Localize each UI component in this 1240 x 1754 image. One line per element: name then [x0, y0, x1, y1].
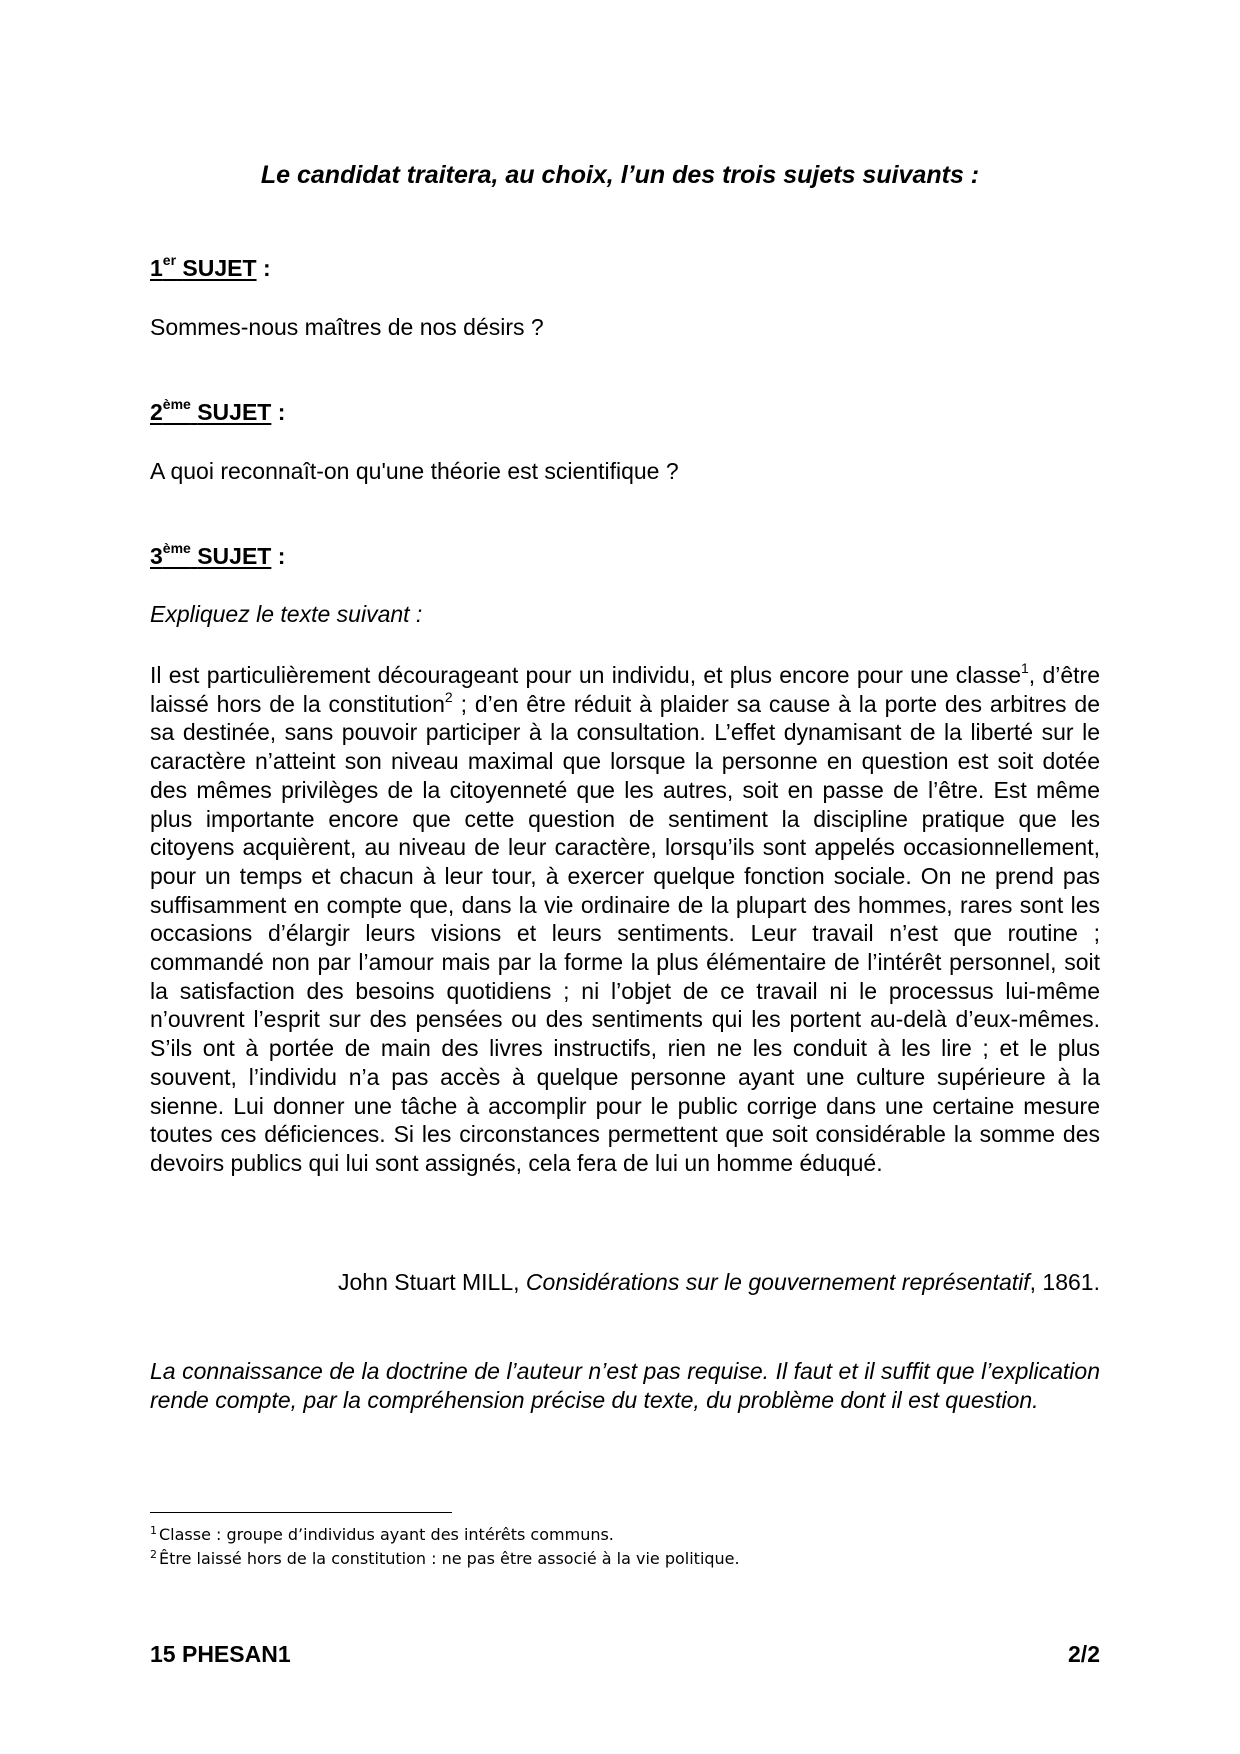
- subject-2-heading: [150, 398, 285, 426]
- subject-3-label: SUJET: [197, 543, 272, 569]
- subject-2-number: 2: [150, 399, 163, 425]
- subject-2-label: SUJET: [197, 399, 272, 425]
- subject-1-label: SUJET: [182, 255, 257, 281]
- excerpt-text: [150, 661, 1100, 1178]
- subject-1-label-group: [150, 252, 257, 281]
- footnote-2-text: Être laissé hors de la constitution : ne pas être associé à la vie politique.: [159, 1549, 740, 1568]
- subject-3-colon: :: [271, 543, 286, 569]
- footnote-1: [150, 1524, 614, 1546]
- footnote-divider: [150, 1512, 452, 1513]
- excerpt-part-3: ; d’en être réduit à plaider sa cause à la porte des arbitres de sa destinée, sans pouvoir participer à la consultation. L’effet dynamisant de la liberté sur le caractère n’atteint son niveau maximal que lorsque la personne en question est soit dotée des mêmes privilèges de la citoyenneté que les autres, soit en passe de l’être. Est même plus importante encore que cette question de sentiment la discipline pratique que les citoyens acquièrent, au niveau de leur caractère, lorsqu’ils sont appelés occasionnellement, pour un temps et chacun à leur tour, à exercer quelque fonction sociale. On ne prend pas suffisamment en compte que, dans la vie ordinaire de la plupart des hommes, rares sont les occasions d’élargir leurs visions et leurs sentiments. Leur travail n’est que routine ; commandé non par l’amour mais par la forme la plus élémentaire de l’intérêt personnel, soit la satisfaction des besoins quotidiens ; ni l’objet de ce travail ni le processus lui-même n’ouvrent l’esprit sur des pensées ou des sentiments qui les portent au-delà d’eux-mêmes. S’ils ont à portée de main des livres instructifs, rien ne les conduit à les lire ; et le plus souvent, l’individu n’a pas accès à quelque personne ayant une culture supérieure à la sienne. Lui donner une tâche à accomplir pour le public corrige dans une certaine mesure toutes ces déficiences. Si les circonstances permettent que soit considérable la somme des devoirs publics qui lui sont assignés, cela fera de lui un homme éduqué.: [150, 690, 1100, 1176]
- footer-page-number: 2/2: [1068, 1641, 1100, 1667]
- instruction-note: La connaissance de la doctrine de l’auteur n’est pas requise. Il faut et il suffit que l’explication rende compte, par la compréhension précise du texte, du problème dont il est question.: [150, 1358, 1100, 1413]
- footnote-ref-2: 2: [444, 688, 453, 705]
- citation-work: Considérations sur le gouvernement représentatif: [525, 1269, 1030, 1295]
- subject-3-suffix: ème: [162, 540, 191, 556]
- excerpt-part-2: , d’être laissé hors de la constitution: [150, 662, 1100, 717]
- citation-author: John Stuart MILL,: [337, 1269, 526, 1295]
- footer-exam-code: 15 PHESAN1: [150, 1641, 291, 1667]
- subject-1-suffix: er: [162, 252, 177, 268]
- subject-2-colon: :: [271, 399, 286, 425]
- subject-1-colon: :: [256, 255, 271, 281]
- subject-3-label-group: [150, 540, 272, 569]
- footnote-2-mark: 2: [150, 1548, 157, 1561]
- subject-1-question: Sommes-nous maîtres de nos désirs ?: [150, 314, 544, 340]
- footnote-2: [150, 1548, 740, 1570]
- subject-2-label-group: [150, 396, 272, 425]
- subject-3-number: 3: [150, 543, 163, 569]
- footnote-1-text: Classe : groupe d’individus ayant des intérêts communs.: [159, 1525, 614, 1544]
- citation: [338, 1268, 1100, 1296]
- subject-2-suffix: ème: [162, 396, 191, 412]
- subject-2-question: A quoi reconnaît-on qu'une théorie est scientifique ?: [150, 458, 679, 484]
- subject-1-number: 1: [150, 255, 163, 281]
- citation-year: , 1861.: [1029, 1269, 1100, 1295]
- page-title: Le candidat traitera, au choix, l’un des trois sujets suivants :: [260, 161, 980, 189]
- footnote-1-mark: 1: [150, 1524, 157, 1537]
- subject-3-instruction: Expliquez le texte suivant :: [150, 601, 423, 627]
- subject-3-heading: [150, 542, 285, 570]
- subject-1-heading: [150, 254, 271, 282]
- footnote-ref-1: 1: [1021, 660, 1029, 676]
- excerpt-part-1: Il est particulièrement décourageant pour un individu, et plus encore pour une classe: [150, 662, 1021, 688]
